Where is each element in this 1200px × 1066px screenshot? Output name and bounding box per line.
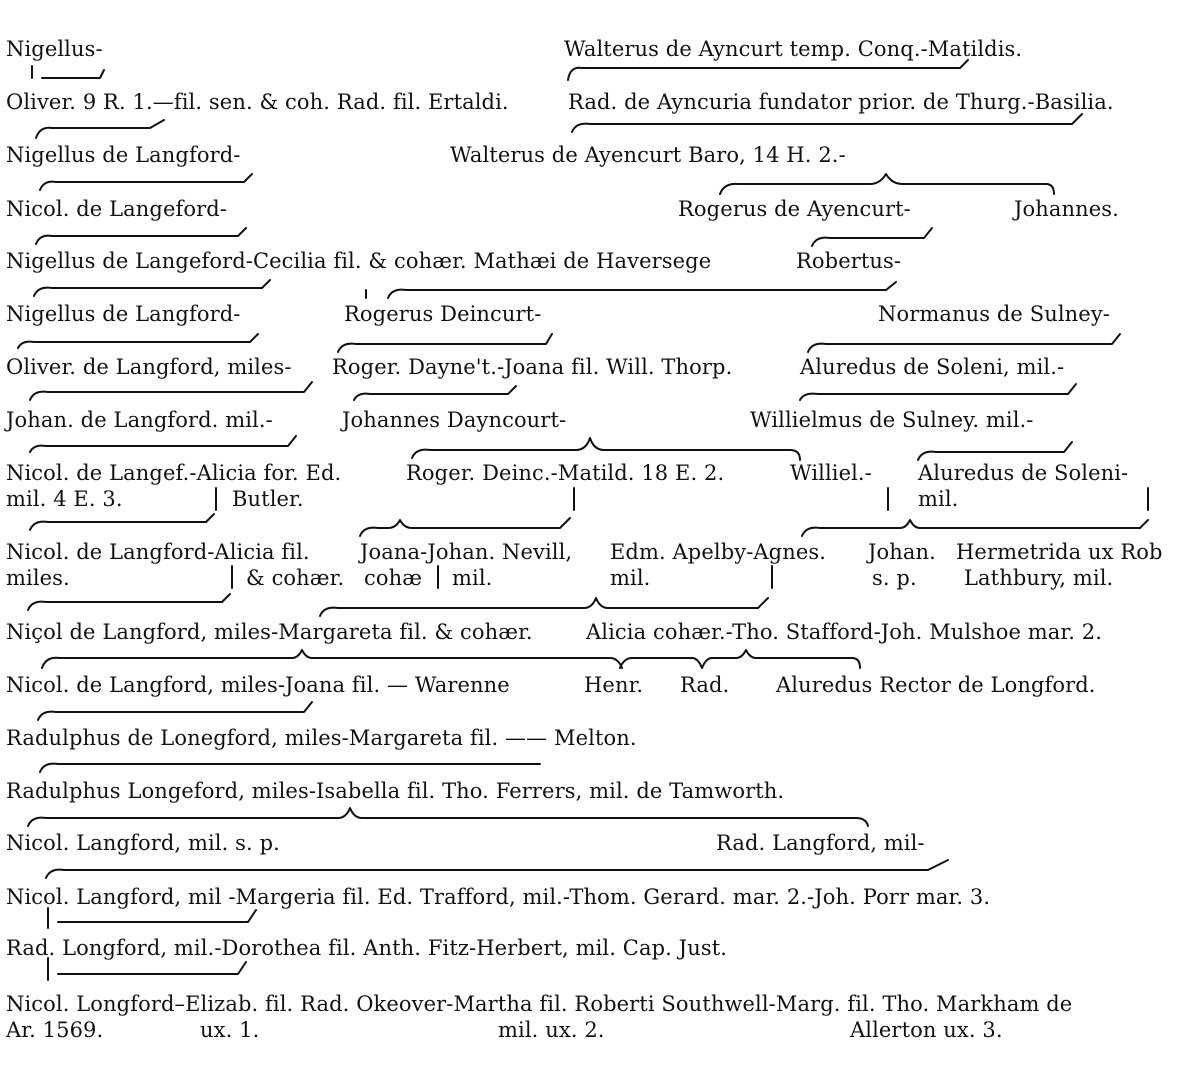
- person-aluredus-soleni-2: Aluredus de Soleni-: [918, 461, 1129, 485]
- person-alicia-note: & cohær.: [246, 566, 345, 590]
- person-nicol-langford-margeria: Nicol. Langford, mil -Margeria fil. Ed. Trafford, mil.-Thom. Gerard. mar. 2.-Joh. Porr mar. 3.: [6, 885, 991, 909]
- person-oliver-langford: Oliver. de Langford, miles-: [6, 355, 292, 379]
- person-nicol-langef: Nicol. de Langef.-Alicia for. Ed.: [6, 461, 342, 485]
- person-willielmus-sulney: Willielmus de Sulney. mil.-: [750, 408, 1034, 432]
- person-johan-nevill-note: mil.: [452, 566, 493, 590]
- person-hermetrida: Hermetrida ux Rob: [956, 540, 1163, 564]
- person-martha-note: mil. ux. 2.: [498, 1018, 605, 1042]
- person-johan: Johan.: [868, 540, 936, 564]
- person-rad: Rad.: [680, 673, 730, 697]
- person-edm-apelby: Edm. Apelby-Agnes.: [610, 540, 827, 564]
- person-johan-note: s. p.: [872, 566, 917, 590]
- person-nigellus-langford-2: Nigellus de Langford-: [6, 302, 241, 326]
- person-nicol-langford-joana: Nicol. de Langford, miles-Joana fil. — Warenne: [6, 673, 510, 697]
- person-elizab-note: ux. 1.: [200, 1018, 260, 1042]
- person-radulphus-longeford: Radulphus Longeford, miles-Isabella fil. Tho. Ferrers, mil. de Tamworth.: [6, 779, 785, 803]
- person-nicol-langford-sp: Nicol. Langford, mil. s. p.: [6, 831, 280, 855]
- person-johannes-dayncourt: Johannes Dayncourt-: [342, 408, 567, 432]
- person-robertus: Robertus-: [796, 249, 902, 273]
- person-aluredus-soleni: Aluredus de Soleni, mil.-: [800, 355, 1065, 379]
- person-rogerus-ayencurt: Rogerus de Ayencurt-: [678, 197, 911, 221]
- person-marg-note: Allerton ux. 3.: [850, 1018, 1003, 1042]
- person-henr: Henr.: [584, 673, 644, 697]
- person-johannes: Johannes.: [1014, 197, 1119, 221]
- person-rad-langford: Rad. Langford, mil-: [716, 831, 925, 855]
- person-aluredus-rector: Aluredus Rector de Longford.: [776, 673, 1096, 697]
- person-nigellus-langford: Nigellus de Langford-: [6, 143, 241, 167]
- person-edm-apelby-note: mil.: [610, 566, 651, 590]
- person-rad-longford-dorothea: Rad. Longford, mil.-Dorothea fil. Anth. Fitz-Herbert, mil. Cap. Just.: [6, 936, 728, 960]
- person-nigellus-langeford-cecilia: Nigellus de Langeford-Cecilia fil. & cohær. Mathæi de Haversege: [6, 249, 712, 273]
- person-nicol-longford-note: Ar. 1569.: [6, 1018, 104, 1042]
- person-roger-dayncourt: Roger. Dayne't.-Joana fil. Will. Thorp.: [332, 355, 733, 379]
- person-nicol-langford-alicia: Nicol. de Langford-Alicia fil.: [6, 540, 310, 564]
- person-nicol-langef-note: mil. 4 E. 3.: [6, 487, 123, 511]
- person-alicia-butler: Butler.: [232, 487, 304, 511]
- person-hermetrida-note: Lathbury, mil.: [964, 566, 1114, 590]
- person-normanus-sulney: Normanus de Sulney-: [878, 302, 1110, 326]
- person-walterus-ayencurt: Walterus de Ayencurt Baro, 14 H. 2.-: [450, 143, 846, 167]
- person-williel: Williel.-: [790, 461, 872, 485]
- person-joana-johan-nevill: Joana-Johan. Nevill,: [360, 540, 573, 564]
- person-aluredus-soleni-2-note: mil.: [918, 487, 959, 511]
- person-johan-langford: Johan. de Langford. mil.-: [6, 408, 273, 432]
- person-rad-ayncuria: Rad. de Ayncuria fundator prior. de Thurg.-Basilia.: [568, 90, 1114, 114]
- person-nicol-langeford: Nicol. de Langeford-: [6, 197, 227, 221]
- person-nicol-langford-margareta: Niçol de Langford, miles-Margareta fil. & cohær.: [6, 620, 533, 644]
- person-nigellus: Nigellus-: [6, 37, 103, 61]
- person-walterus-ayncurt: Walterus de Ayncurt temp. Conq.-Matildis.: [564, 37, 1023, 61]
- person-nicol-longford-wives: Nicol. Longford–Elizab. fil. Rad. Okeover-Martha fil. Roberti Southwell-Marg. fil. Tho. Markham de: [6, 992, 1073, 1016]
- person-alicia-stafford: Alicia cohær.-Tho. Stafford-Joh. Mulshoe mar. 2.: [586, 620, 1103, 644]
- person-nicol-langford-note: miles.: [6, 566, 70, 590]
- person-roger-deinc: Roger. Deinc.-Matild. 18 E. 2.: [406, 461, 725, 485]
- person-rogerus-deincurt: Rogerus Deincurt-: [344, 302, 542, 326]
- person-radulphus-lonegford: Radulphus de Lonegford, miles-Margareta fil. —— Melton.: [6, 726, 637, 750]
- person-oliver: Oliver. 9 R. 1.—fil. sen. & coh. Rad. fil. Ertaldi.: [6, 90, 509, 114]
- person-joana-note: cohæ: [364, 566, 423, 590]
